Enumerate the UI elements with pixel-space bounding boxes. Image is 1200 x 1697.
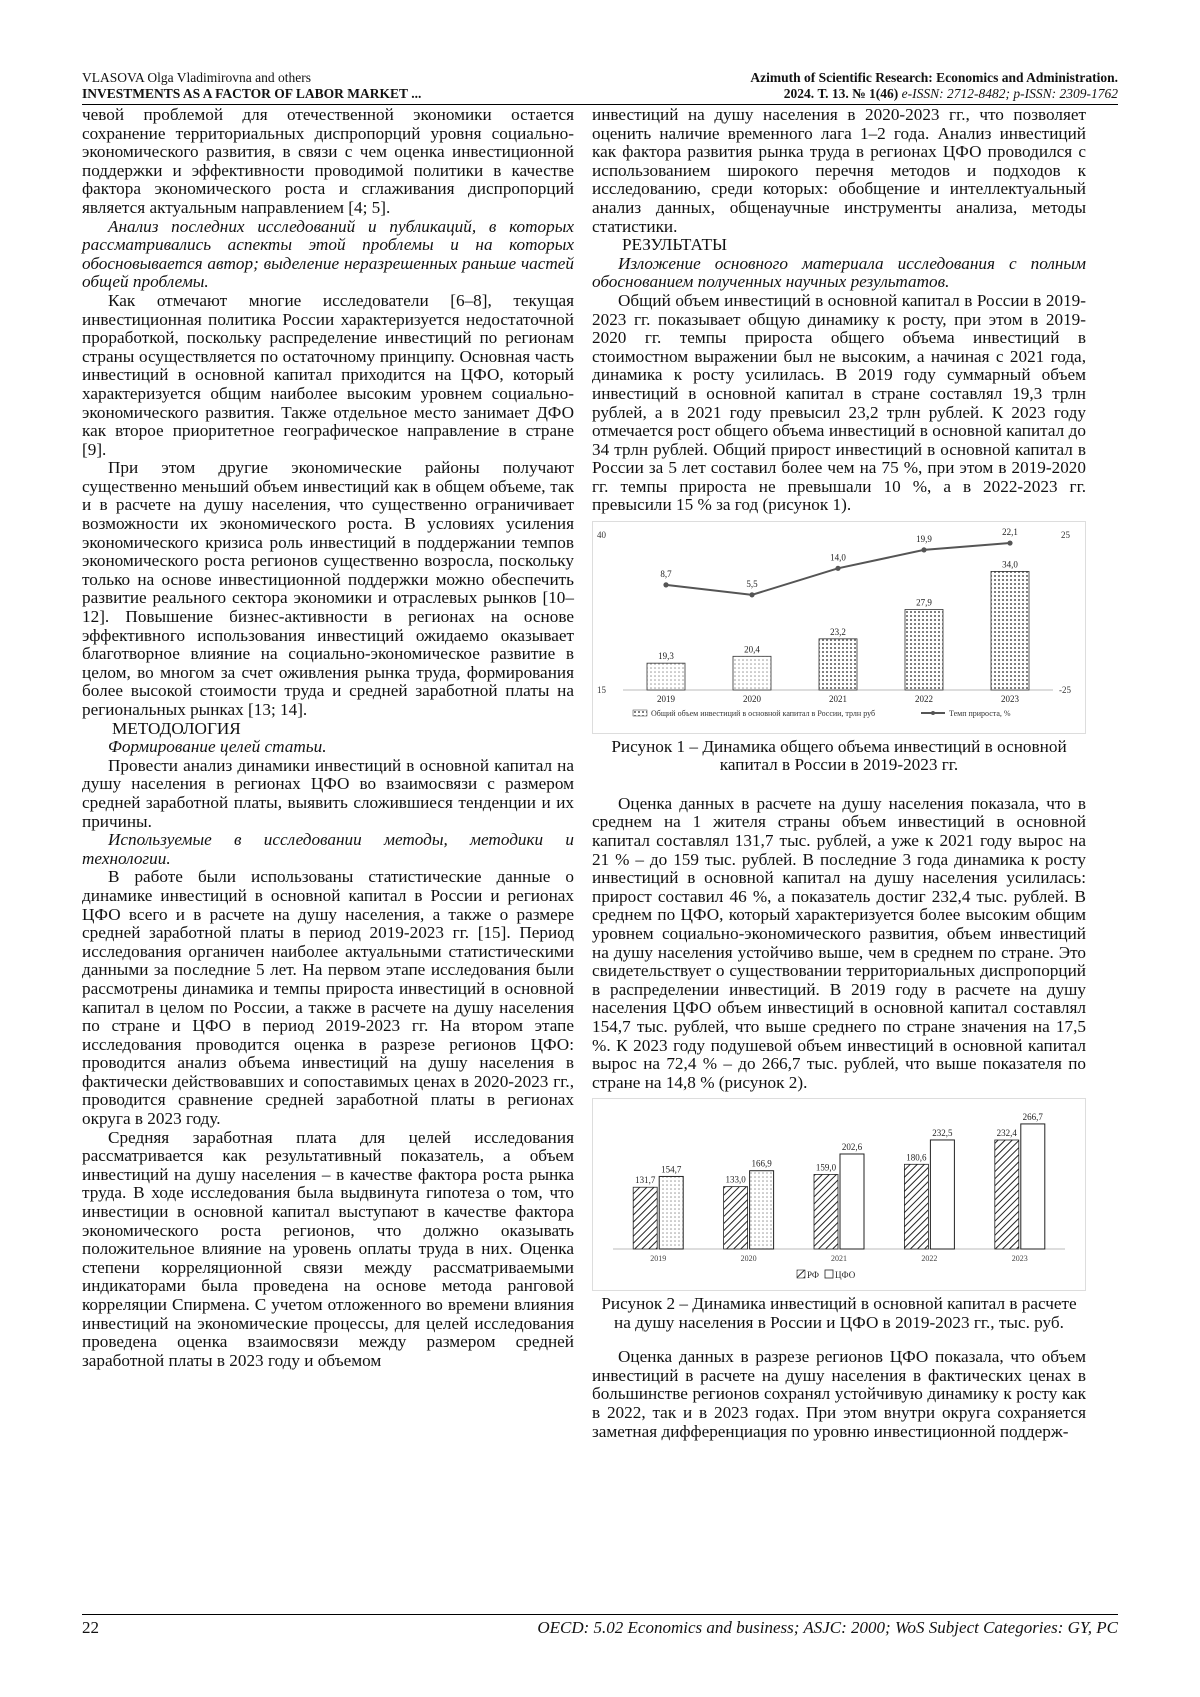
paragraph: Оценка данных в разрезе регионов ЦФО показала, что объем инвестиций в расчете на душу населения в фактических ценах в большинстве регионов сохранял устойчивую динамику к росту как в 2022, так и в 2023 годах. При этом внутри округа сохраняется заметная дифференциация по уровню инвестиционной поддерж- [592,1347,1086,1441]
paragraph: Как отмечают многие исследователи [6–8], текущая инвестиционная политика России характеризуется недостаточной проработкой, поскольку распределение инвестиций по регионам страны осуществляется по остаточному принципу. Основная часть инвестиций в основной капитал приходится на ЦФО, который характеризуется общим наиболее высоким уровнем социально-экономического развития. Также отдельное место занимает ДФО как второе приоритетное географическое направление в стране [9]. [82,290,574,459]
left-column [82,106,574,1370]
bar-label: 180,6 [906,1152,927,1163]
legend-label: Общий объем инвестиций в основной капитал в России, трлн руб [651,709,876,719]
paragraph: Общий объем инвестиций в основной капитал в России в 2019-2023 гг. показывает общую динамику к росту, при этом в 2019-2020 гг. темпы прироста общего объема инвестиций в стоимостном выражении был не высоким, а начиная с 2021 года, динамика к росту усилилась. В 2019 году суммарный объем инвестиций в основной капитал в стране составлял 19,3 трлн рублей, а в 2021 году превысил 23,2 трлн рублей. К 2023 году отмечается рост общего объема инвестиций в основной капитал до 34 трлн рублей. Общий прирост инвестиций в основной капитал в России за 5 лет составил более чем на 75 %, при этом в 2019-2020 гг. темпы прироста не превышали 10 %, а в 2022-2023 гг. превысили 15 % за год (рисунок 1). [592,290,1086,515]
figure-2 [592,1098,1086,1291]
y-tick-left: 15 [597,685,606,696]
bar-label: 266,7 [1022,1112,1043,1123]
x-tick-label: 2021 [829,694,847,705]
section-heading-methodology: МЕТОДОЛОГИЯ [112,718,241,738]
bar-label: 202,6 [841,1142,863,1153]
line-label: 8,7 [660,568,672,579]
paragraph: чевой проблемой для отечественной экономики остается сохранение территориальных диспропорций уровня социально-экономического развития, в связи с чем оценка инвестиционной поддержки и эффективности проводимой политики в качестве фактора экономического роста и сглаживания диспропорций является актуальным направлением [4; 5]. [82,105,574,217]
x-tick-label: 2023 [1011,1254,1028,1264]
bar [647,663,685,690]
header-issue: 2024. Т. 13. № 1(46) [783,86,899,101]
bar-label: 34,0 [1002,559,1018,570]
bar-label: 232,4 [996,1128,1017,1139]
legend-label: Темп прироста, % [949,709,1011,719]
legend-label: РФ [807,1270,819,1281]
paragraph: Оценка данных в расчете на душу населения показала, что в среднем на 1 жителя страны объем инвестиций в основной капитал составлял 131,7 тыс. рублей, а уже к 2021 году вырос на 21 % – до 159 тыс. рублей. В последние 3 года динамика к росту инвестиций в основной капитал на душу населения усилилась: прирост составил 46 %, а показатель достиг 232,4 тыс. рублей. В среднем по ЦФО, который характеризуется более высоким общим уровнем социально-экономического развития, объем инвестиций на душу населения устойчиво выше, чем в среднем по стране. Это свидетельствует о существовании территориальных диспропорций в распределении инвестиций. В 2019 году в расчете на душу населения ЦФО объем инвестиций в основной капитал составлял 154,7 тыс. рублей, что выше среднего по стране значения на 17,5 %. К 2023 году подушевой объем инвестиций в основной капитал вырос на 72,4 % – до 266,7 тыс. рублей, что выше показателя по стране на 14,8 % (рисунок 2). [592,793,1086,1092]
section-heading-results: РЕЗУЛЬТАТЫ [622,235,727,255]
paragraph: В работе были использованы статистические данные о динамике инвестиций в основной капитал в России и регионах ЦФО всего и в расчете на душу населения, а также о размере средней заработной платы в период 2019-2023 гг. [15]. Период исследования органичен наиболее актуальными статистическими данными за последние 5 лет. На первом этапе исследования были рассмотрены динамика и темпы прироста инвестиций в основной капитал в целом по России, а также в расчете на душу населения по стране и ЦФО в период 2019-2023 гг. На втором этапе исследования проводится оценка в разрезе регионов ЦФО: проводится анализ объема инвестиций на душу населения в фактически действовавших и сопоставимых ценах в 2020-2023 гг., проводится сравнение средней заработной платы в регионах округа в 2023 году. [82,867,574,1129]
bar-cfo [840,1154,864,1249]
bar-label: 232,5 [932,1128,953,1139]
x-tick-label: 2023 [1001,694,1019,705]
bar-rf [633,1188,657,1250]
x-tick-label: 2019 [657,694,675,705]
y-tick-left: 40 [597,530,606,541]
legend-swatch-cfo [825,1270,833,1278]
legend-swatch-rf [797,1270,805,1278]
x-tick-label: 2020 [740,1254,757,1264]
line-label: 22,1 [1002,527,1018,538]
bar-rf [724,1187,748,1249]
header-title: INVESTMENTS AS A FACTOR OF LABOR MARKET ... [82,86,422,101]
x-tick-label: 2022 [915,694,933,705]
header-issn: e-ISSN: 2712-8482; p-ISSN: 2309-1762 [901,86,1118,101]
x-tick-label: 2020 [743,694,761,705]
header-authors: VLASOVA Olga Vladimirovna and others [82,70,311,85]
bar-label: 19,3 [658,651,674,662]
legend-swatch-bars [633,710,647,716]
paragraph: Провести анализ динамики инвестиций в основной капитал на душу населения в регионах ЦФО во взаимосвязи с размером средней заработной платы, выявить сложившиеся тенденции и их причины. [82,755,574,831]
y-tick-right: -25 [1059,685,1071,696]
x-tick-label: 2019 [650,1254,667,1264]
bar-label: 23,2 [830,626,846,637]
header-journal: Azimuth of Scientific Research: Economics and Administration. [750,70,1118,85]
bar-rf [814,1175,838,1250]
figure-2-chart [593,1099,1085,1285]
paragraph: Средняя заработная плата для целей исследования рассматривается как результативный показатель, а объем инвестиций на душу населения – в качестве фактора роста рынка труда. В ходе исследования была выдвинута гипотеза о том, что инвестиции в основной капитал выступают в качестве фактора экономического роста регионов, что должно оказывать положительное влияние на уровень оплаты труда в них. Оценка степени корреляционной связи между рассматриваемыми индикаторами была проведена на основе метода ранговой корреляции Спирмена. С учетом отложенного во времени влияния инвестиций на экономические процессы, для целей исследования проведена оценка взаимосвязи между размером средней заработной платы в 2023 году и объемом [82,1127,574,1370]
paragraph-italic: Используемые в исследовании методы, методики и технологии. [82,830,574,868]
paragraph: инвестиций на душу населения в 2020-2023 гг., что позволяет оценить наличие временного лага 1–2 года. Анализ инвестиций как фактора развития рынка труда в регионах ЦФО проводился с использованием широкого перечня методов и подходов к исследованию, среди которых: обобщение и интеллектуальный анализ данных, общенаучные инструменты анализа, методы статистики. [592,105,1086,236]
bar [991,572,1029,691]
bar [733,656,771,690]
bar-label: 166,9 [751,1159,772,1170]
bar-cfo [1021,1124,1045,1249]
figure-1 [592,521,1086,734]
bar-label: 20,4 [744,644,760,655]
right-column [592,106,1086,1441]
bar-label: 159,0 [815,1162,837,1173]
paragraph-italic: Анализ последних исследований и публикаций, в которых рассматривались аспекты этой проблемы и на которых обосновывается автор; выделение неразрешенных раньше частей общей проблемы. [82,216,574,292]
y-tick-right: 25 [1061,530,1070,541]
bar-label: 133,0 [725,1174,746,1185]
series-line [666,543,1010,595]
line-label: 14,0 [830,552,846,563]
line-label: 5,5 [746,578,758,589]
x-tick-label: 2022 [921,1254,938,1264]
bar-rf [995,1140,1019,1249]
figure-1-caption: Рисунок 1 – Динамика общего объема инвестиций в основной капитал в России в 2019-2023 гг. [611,736,1067,775]
bar-cfo [750,1171,774,1249]
footer-rule [82,1614,1118,1615]
figure-2-caption: Рисунок 2 – Динамика инвестиций в основной капитал в расчете на душу населения в России и ЦФО в 2019-2023 гг., тыс. руб. [601,1293,1077,1332]
bar-cfo [930,1140,954,1249]
x-tick-label: 2021 [831,1254,847,1264]
legend-label: ЦФО [835,1270,856,1281]
bar-label: 27,9 [916,597,932,608]
footer-classification: OECD: 5.02 Economics and business; ASJC: 2000; WoS Subject Categories: GY, PC [537,1618,1118,1637]
bar [905,610,943,690]
running-header-left [82,70,421,102]
paragraph: При этом другие экономические районы получают существенно меньший объем инвестиций как в общем объеме, так и в расчете на душу населения, что существенно ограничивает возможности их экономического роста. В условиях усиления экономического кризиса роль инвестиций в поддержании темпов экономического роста регионов существенно возросла, поскольку только на основе инвестиционной поддержки можно обеспечить развитие реального сектора экономики и отраслевых рынков [10–12]. Повышение бизнес-активности в регионах на основе эффективного использования инвестиций ожидаемо оказывает благотворное влияние на социально-экономическое развитие в целом, во многом за счет оживления рынка труда, формирования более высокой стоимости труда и средней заработной платы на региональных рынках [13; 14]. [82,458,574,719]
legend-swatch-marker [931,711,935,715]
bar-cfo [659,1177,683,1250]
line-label: 19,9 [916,533,932,544]
running-header-right [750,70,1118,102]
page-number: 22 [82,1618,99,1637]
bar-label: 154,7 [661,1164,682,1175]
paragraph-italic: Изложение основного материала исследования с полным обоснованием полученных научных результатов. [592,253,1086,292]
bar-rf [904,1165,928,1250]
bar-label: 131,7 [635,1175,656,1186]
bar [819,639,857,690]
figure-1-chart [593,522,1085,728]
paragraph-italic: Формирование целей статьи. [108,737,327,757]
